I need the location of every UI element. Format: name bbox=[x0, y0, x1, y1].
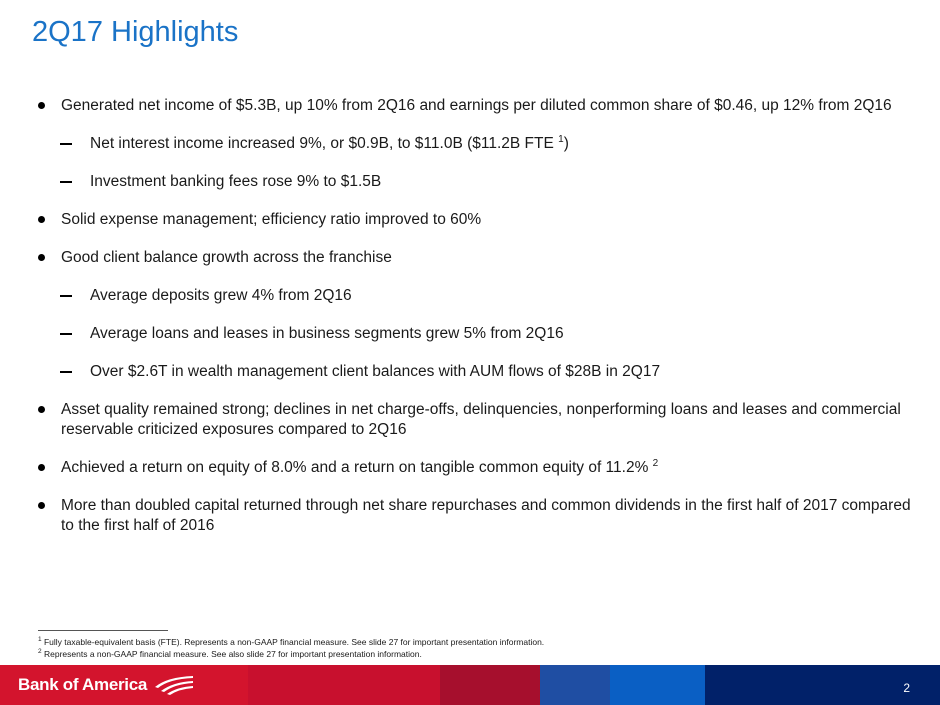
highlights-list bbox=[38, 96, 918, 554]
sub-bullet-item: Investment banking fees rose 9% to $1.5B bbox=[38, 172, 918, 192]
sub-bullet-item: Average deposits grew 4% from 2Q16 bbox=[38, 286, 918, 306]
footnote-divider bbox=[38, 630, 168, 631]
page-number: 2 bbox=[903, 681, 910, 695]
bullet-item: Solid expense management; efficiency ratio improved to 60% bbox=[38, 210, 918, 230]
dash-icon bbox=[60, 371, 72, 373]
dash-icon bbox=[60, 333, 72, 335]
footer-segment bbox=[610, 665, 705, 705]
dash-icon bbox=[60, 143, 72, 145]
flag-logo-icon bbox=[153, 675, 195, 695]
footer-segment bbox=[540, 665, 610, 705]
footer-segment bbox=[248, 665, 440, 705]
bullet-dot-icon bbox=[38, 216, 45, 223]
bullet-dot-icon bbox=[38, 406, 45, 413]
bullet-dot-icon bbox=[38, 102, 45, 109]
sub-bullet-item: Average loans and leases in business segments grew 5% from 2Q16 bbox=[38, 324, 918, 344]
dash-icon bbox=[60, 181, 72, 183]
sub-bullet-item: Over $2.6T in wealth management client balances with AUM flows of $28B in 2Q17 bbox=[38, 362, 918, 382]
slide-title: 2Q17 Highlights bbox=[32, 16, 239, 48]
bullet-item: Achieved a return on equity of 8.0% and a return on tangible common equity of 11.2% $^2$ bbox=[38, 458, 918, 478]
footnotes bbox=[38, 636, 544, 660]
bullet-item: Generated net income of $5.3B, up 10% from 2Q16 and earnings per diluted common share of $0.46, up 12% from 2Q16 bbox=[38, 96, 918, 116]
footnote-2: $^2$ Represents a non-GAAP financial measure. See also slide 27 for important presentation information. bbox=[38, 648, 422, 659]
footnote-1: $^1$ Fully taxable-equivalent basis (FTE). Represents a non-GAAP financial measure. See slide 27 for important presentation information. bbox=[38, 636, 545, 647]
dash-icon bbox=[60, 295, 72, 297]
bullet-dot-icon bbox=[38, 464, 45, 471]
bullet-dot-icon bbox=[38, 502, 45, 509]
bullet-item: Asset quality remained strong; declines in net charge-offs, delinquencies, nonperforming loans and leases and commercial reservable criticized exposures compared to 2Q16 bbox=[38, 400, 918, 440]
bank-of-america-logo: Bank of America bbox=[18, 675, 195, 695]
bullet-dot-icon bbox=[38, 254, 45, 261]
sub-bullet-item: Net interest income increased 9%, or $0.9B, to $11.0B ($11.2B FTE $^1$) bbox=[38, 134, 918, 154]
bullet-item: Good client balance growth across the franchise bbox=[38, 248, 918, 268]
footer-segment bbox=[440, 665, 540, 705]
bullet-item: More than doubled capital returned through net share repurchases and common dividends in the first half of 2017 compared to the first half of 2016 bbox=[38, 496, 918, 536]
